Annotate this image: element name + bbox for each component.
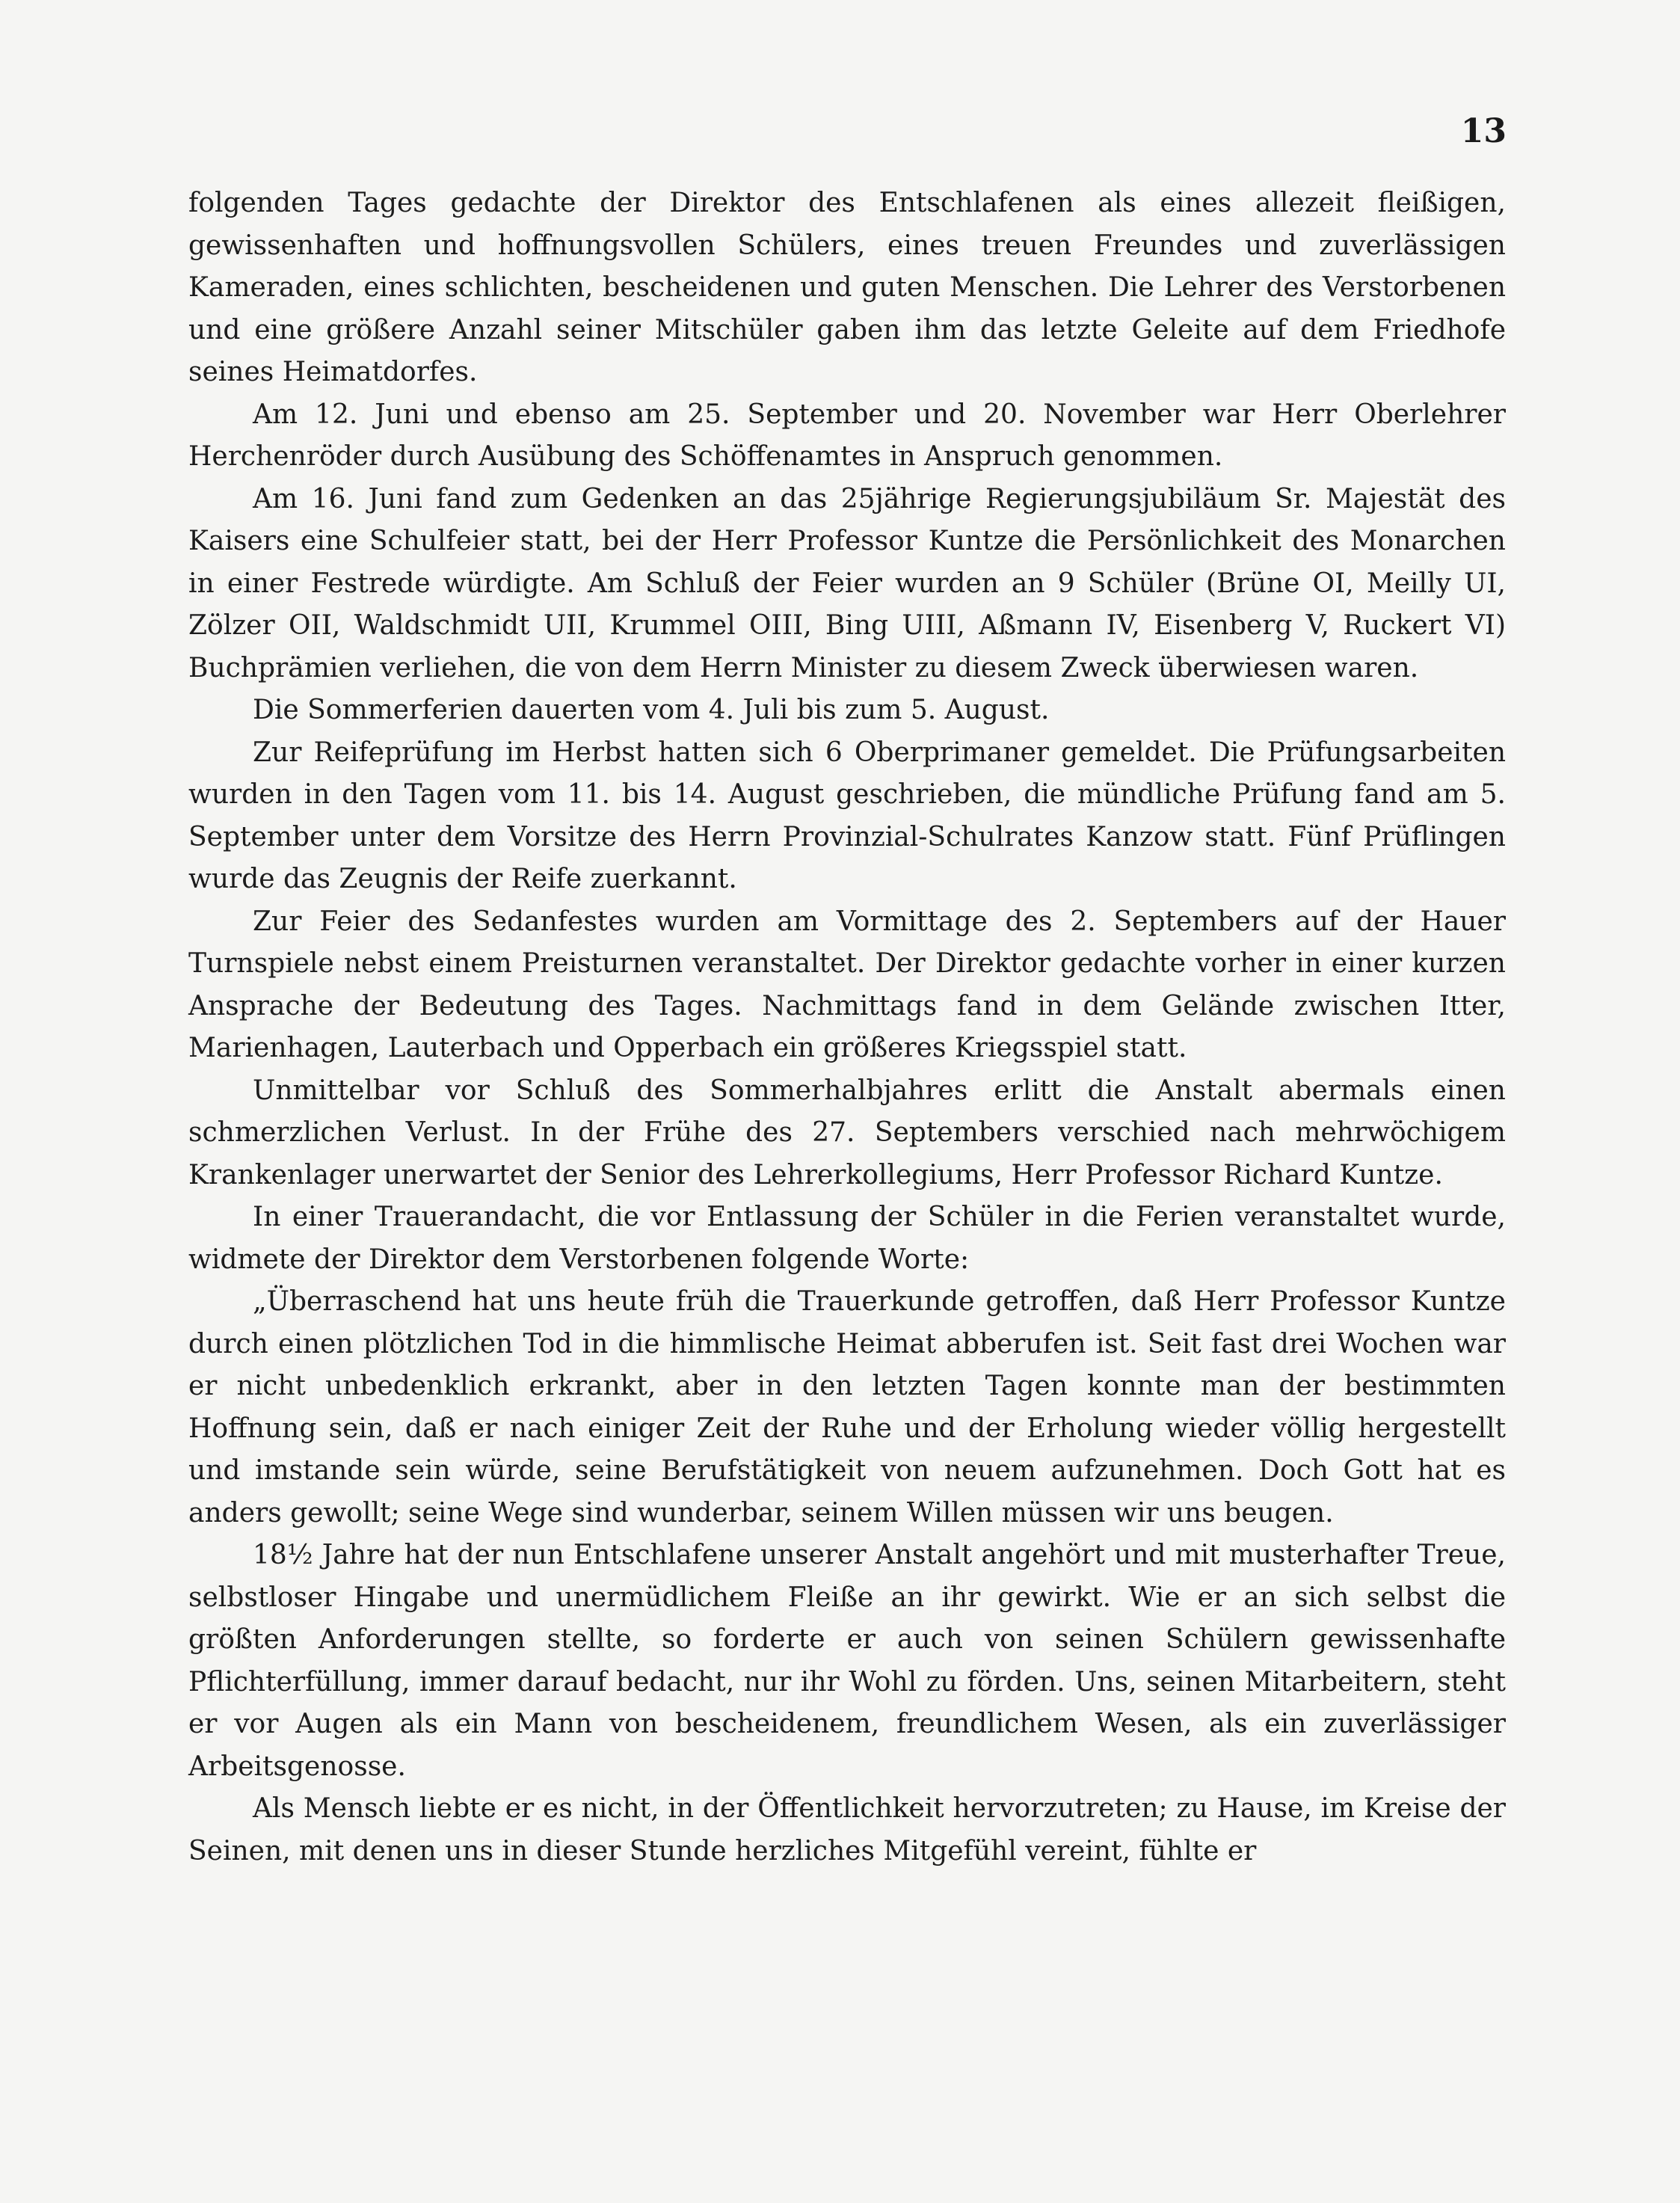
paragraph-4: Die Sommerferien dauerten vom 4. Juli bis zum 5. August. (253, 695, 1050, 725)
paragraph-2: Am 12. Juni und ebenso am 25. September und 20. November war Herr Oberlehrer Herchenröder durch Ausübung des Schöffenamtes in Anspruch genommen. (188, 399, 1506, 472)
paragraph-9: „Überraschend hat uns heute früh die Trauerkunde getroffen, daß Herr Professor Kuntze durch einen plötzlichen Tod in die himmlische Heimat abberufen ist. Seit fast drei Wochen war er nicht unbedenklich erkrankt, aber in den letzten Tagen konnte man der bestimmten Hoffnung sein, daß er nach einiger Zeit der Ruhe und der Erholung wieder völlig hergestellt und imstande sein würde, seine Berufstätigkeit von neuem aufzunehmen. Doch Gott hat es anders gewollt; seine Wege sind wunderbar, seinem Willen müssen wir uns beugen. (188, 1286, 1506, 1528)
paragraph-3: Am 16. Juni fand zum Gedenken an das 25jährige Regierungsjubiläum Sr. Majestät des Kaisers eine Schulfeier statt, bei der Herr Professor Kuntze die Persönlichkeit des Monarchen in einer Festrede würdigte. Am Schluß der Feier wurden an 9 Schüler (Brüne OI, Meilly UI, Zölzer OII, Waldschmidt UII, Krummel OIII, Bing UIII, Aßmann IV, Eisenberg V, Ruckert VI) Buchprämien verliehen, die von dem Herrn Minister zu diesem Zweck überwiesen waren. (188, 483, 1506, 683)
body-text (188, 182, 1506, 1872)
paragraph-8: In einer Trauerandacht, die vor Entlassung der Schüler in die Ferien veranstaltet wurde, widmete der Direktor dem Verstorbenen folgende Worte: (188, 1202, 1506, 1275)
paragraph-5: Zur Reifeprüfung im Herbst hatten sich 6 Oberprimaner gemeldet. Die Prüfungsarbeiten wurden in den Tagen vom 11. bis 14. August geschrieben, die mündliche Prüfung fand am 5. September unter dem Vorsitze des Herrn Provinzial-Schulrates Kanzow statt. Fünf Prüflingen wurde das Zeugnis der Reife zuerkannt. (188, 737, 1506, 894)
paragraph-11: Als Mensch liebte er es nicht, in der Öffentlichkeit hervorzutreten; zu Hause, im Kreise der Seinen, mit denen uns in dieser Stunde herzliches Mitgefühl vereint, fühlte er (188, 1793, 1506, 1866)
paragraph-1: folgenden Tages gedachte der Direktor des Entschlafenen als eines allezeit fleißigen, gewissenhaften und hoffnungsvollen Schülers, eines treuen Freundes und zuverlässigen Kameraden, eines schlichten, bescheidenen und guten Menschen. Die Lehrer des Verstorbenen und eine größere Anzahl seiner Mitschüler gaben ihm das letzte Geleite auf dem Friedhofe seines Heimatdorfes. (188, 188, 1506, 387)
paragraph-10: 18½ Jahre hat der nun Entschlafene unserer Anstalt angehört und mit musterhafter Treue, selbstloser Hingabe und unermüdlichem Fleiße an ihr gewirkt. Wie er an sich selbst die größten Anforderungen stellte, so forderte er auch von seinen Schülern gewissenhafte Pflichterfüllung, immer darauf bedacht, nur ihr Wohl zu förden. Uns, seinen Mitarbeitern, steht er vor Augen als ein Mann von bescheidenem, freundlichem Wesen, als ein zuverlässiger Arbeitsgenosse. (188, 1540, 1506, 1782)
page-number: 13 (1460, 112, 1507, 150)
paragraph-6: Zur Feier des Sedanfestes wurden am Vormittage des 2. Septembers auf der Hauer Turnspiele nebst einem Preisturnen veranstaltet. Der Direktor gedachte vorher in einer kurzen Ansprache der Bedeutung des Tages. Nachmittags fand in dem Gelände zwischen Itter, Marienhagen, Lauterbach und Opperbach ein größeres Kriegsspiel statt. (188, 906, 1506, 1063)
paragraph-7: Unmittelbar vor Schluß des Sommerhalbjahres erlitt die Anstalt abermals einen schmerzlichen Verlust. In der Frühe des 27. Septembers verschied nach mehrwöchigem Krankenlager unerwartet der Senior des Lehrerkollegiums, Herr Professor Richard Kuntze. (188, 1075, 1506, 1190)
